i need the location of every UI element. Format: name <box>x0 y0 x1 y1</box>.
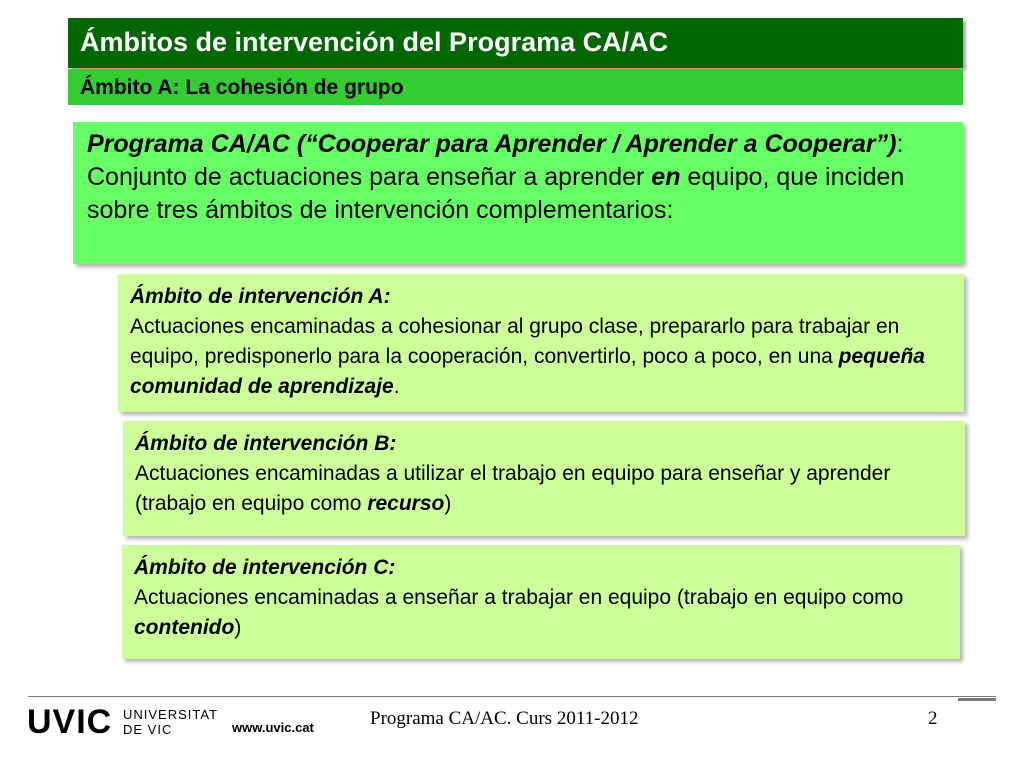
definition-text-before: Conjunto de actuaciones para enseñar a aprender <box>87 163 652 191</box>
slide-title: Ámbitos de intervención del Programa CA/AC <box>80 27 669 57</box>
ambito-c-text: Actuaciones encaminadas a enseñar a trabajar en equipo (trabajo en equipo como <box>134 586 904 609</box>
ambito-c-box <box>122 545 960 659</box>
ambito-c-heading: Ámbito de intervención C: <box>134 556 396 579</box>
ambito-a-text-end: . <box>393 375 400 398</box>
ambito-a-heading: Ámbito de intervención A: <box>130 285 391 308</box>
uvic-logo <box>27 705 227 739</box>
ambito-b-heading: Ámbito de intervención B: <box>135 432 397 455</box>
logo-mark: UVIC <box>27 703 113 741</box>
page-number: 2 <box>928 708 938 729</box>
logo-line-2: DE VIC <box>123 722 173 737</box>
ambito-b-text: Actuaciones encaminadas a utilizar el trabajo en equipo para enseñar y aprender (trabajo en equipo como <box>135 462 891 515</box>
ambito-c-emphasis: contenido <box>134 616 235 639</box>
ambito-a-emphasis: pequeña comunidad de aprendizaje <box>130 345 925 398</box>
logo-line-1: UNIVERSITAT <box>123 707 219 722</box>
website-link[interactable]: www.uvic.cat <box>232 720 314 735</box>
footer-divider-accent <box>958 698 996 701</box>
ambito-a-text: Actuaciones encaminadas a cohesionar al grupo clase, prepararlo para trabajar en equipo, predisponerlo para la cooperación, convertirlo, poco a poco, en una <box>130 315 900 368</box>
ambito-b-emphasis: recurso <box>367 492 445 515</box>
ambito-a-box <box>118 274 964 412</box>
footer-divider <box>28 696 996 697</box>
definition-text-after: equipo, que inciden sobre tres ámbitos de intervención complementarios: <box>87 163 905 224</box>
definition-colon: : <box>896 130 904 158</box>
ambito-b-text-end: ) <box>444 492 452 515</box>
ambito-b-box <box>123 421 965 536</box>
course-footer-text: Programa CA/AC. Curs 2011-2012 <box>370 708 639 729</box>
ambito-c-text-end: ) <box>234 616 242 639</box>
definition-emphasis: en <box>651 163 681 191</box>
definition-lead: Programa CA/AC (“Cooperar para Aprender / Aprender a Cooperar”) <box>87 130 897 158</box>
slide-title-bar <box>68 18 963 68</box>
slide-subtitle: Ámbito A: La cohesión de grupo <box>80 76 404 99</box>
definition-box <box>73 122 963 264</box>
slide-subtitle-bar <box>68 69 963 105</box>
